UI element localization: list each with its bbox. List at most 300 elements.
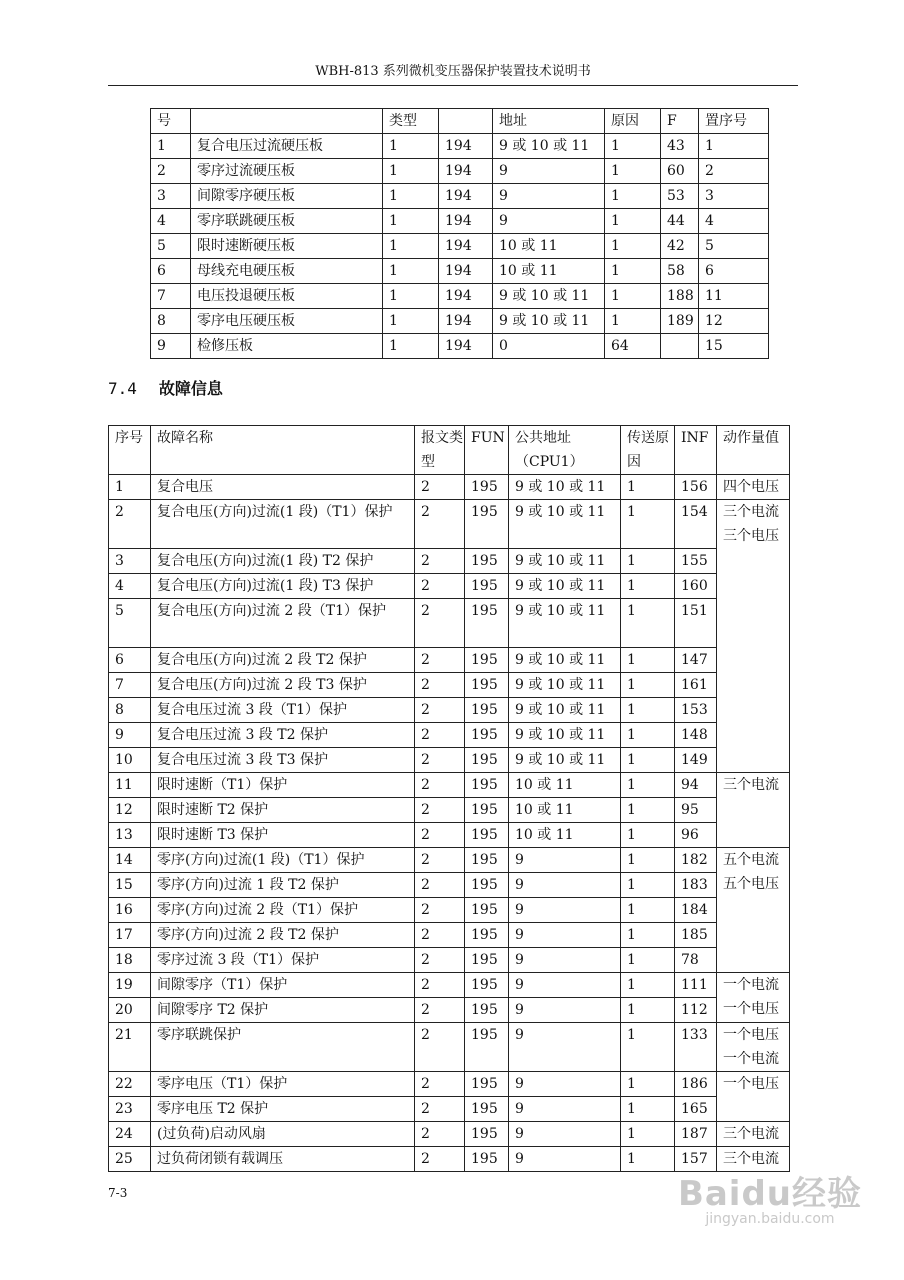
table-cell: 1 [151, 134, 191, 159]
table-cell: 9 或 10 或 11 [493, 284, 605, 309]
table-cell: 1 [383, 284, 439, 309]
table-header-cell: 报文类型 [415, 426, 465, 475]
table-cell: 148 [675, 723, 717, 748]
table-cell: 限时速断硬压板 [191, 234, 383, 259]
action-value-cell: 三个电流 [717, 773, 790, 848]
table-cell: 2 [415, 823, 465, 848]
table-cell: 194 [439, 209, 493, 234]
table-cell: 1 [621, 823, 675, 848]
table-cell: 160 [675, 574, 717, 599]
table-cell: 2 [415, 923, 465, 948]
table-cell: 184 [675, 898, 717, 923]
table-cell: 2 [415, 998, 465, 1023]
table-cell: 2 [415, 723, 465, 748]
table-cell: 2 [415, 475, 465, 500]
table-cell: 195 [465, 549, 509, 574]
table-cell: 8 [109, 698, 151, 723]
table-cell: 43 [661, 134, 699, 159]
page-number: 7-3 [108, 1186, 128, 1200]
fault-name-cell: 限时速断 T3 保护 [151, 823, 415, 848]
table-cell: 9 [109, 723, 151, 748]
table-cell: 7 [151, 284, 191, 309]
table-row [151, 184, 769, 209]
document-header: WBH-813 系列微机变压器保护装置技术说明书 [108, 60, 798, 86]
table-cell: 1 [109, 475, 151, 500]
table-cell: 96 [675, 823, 717, 848]
action-value-cell: 一个电流 一个电压 [717, 973, 790, 1023]
table-cell: 25 [109, 1147, 151, 1172]
table-header-cell: 置序号 [699, 109, 769, 134]
table-row [109, 1097, 790, 1122]
table-cell: 9 [493, 159, 605, 184]
table-cell: 194 [439, 259, 493, 284]
table-cell: 2 [415, 1147, 465, 1172]
table-cell: 183 [675, 873, 717, 898]
table-cell: 9 或 10 或 11 [509, 574, 621, 599]
table-header-cell: 序号 [109, 426, 151, 475]
table-header-cell [191, 109, 383, 134]
action-value-cell: 五个电流 五个电压 [717, 848, 790, 973]
fault-info-table [108, 425, 790, 1172]
table-cell: 1 [383, 334, 439, 359]
table-cell: 零序过流硬压板 [191, 159, 383, 184]
table-cell: 155 [675, 549, 717, 574]
table-cell: 187 [675, 1122, 717, 1147]
table-cell: 检修压板 [191, 334, 383, 359]
fault-name-cell: 零序电压（T1）保护 [151, 1072, 415, 1097]
table-header-cell: 类型 [383, 109, 439, 134]
table-cell: 2 [415, 500, 465, 549]
table-cell: 1 [621, 1023, 675, 1072]
table-row [109, 648, 790, 673]
table-cell: 1 [621, 798, 675, 823]
table-row [109, 673, 790, 698]
table-cell: 195 [465, 648, 509, 673]
table-cell: 44 [661, 209, 699, 234]
table-cell: 10 或 11 [493, 259, 605, 284]
table-row [109, 748, 790, 773]
table-cell: 195 [465, 698, 509, 723]
table-cell: 1 [605, 209, 661, 234]
table-cell: 11 [109, 773, 151, 798]
table-cell: 24 [109, 1122, 151, 1147]
table-row [151, 334, 769, 359]
table-header-cell: 故障名称 [151, 426, 415, 475]
section-number: 7.4 [108, 379, 137, 398]
table-cell: 42 [661, 234, 699, 259]
table-cell: 1 [621, 1147, 675, 1172]
section-title: 故障信息 [158, 379, 223, 398]
table-cell: 9 [151, 334, 191, 359]
table-cell: 17 [109, 923, 151, 948]
table-cell: 20 [109, 998, 151, 1023]
table-cell: 5 [109, 599, 151, 648]
table-cell: 60 [661, 159, 699, 184]
table-cell: 156 [675, 475, 717, 500]
table-row [151, 284, 769, 309]
table-cell: 195 [465, 948, 509, 973]
fault-name-cell: 零序(方向)过流 2 段（T1）保护 [151, 898, 415, 923]
table-cell: 1 [621, 500, 675, 549]
table-cell: 15 [699, 334, 769, 359]
table-cell: 2 [415, 748, 465, 773]
table-cell: 9 [493, 184, 605, 209]
table-cell: 2 [415, 948, 465, 973]
fault-name-cell: 复合电压(方向)过流(1 段)（T1）保护 [151, 500, 415, 549]
table-cell: 188 [661, 284, 699, 309]
action-value-cell: 三个电流 [717, 1122, 790, 1147]
table-cell: 95 [675, 798, 717, 823]
table-cell: 9 [509, 898, 621, 923]
table-cell: 复合电压过流硬压板 [191, 134, 383, 159]
table-cell: 194 [439, 159, 493, 184]
table-cell: 2 [415, 848, 465, 873]
table-cell: 1 [383, 234, 439, 259]
table-cell: 9 或 10 或 11 [493, 134, 605, 159]
table-cell: 9 [509, 1147, 621, 1172]
table-cell: 1 [383, 259, 439, 284]
table-row [151, 159, 769, 184]
table-cell: 64 [605, 334, 661, 359]
table-cell: 194 [439, 309, 493, 334]
table-cell: 1 [383, 134, 439, 159]
fault-name-cell: 限时速断 T2 保护 [151, 798, 415, 823]
table-row [109, 823, 790, 848]
table-cell: 1 [383, 209, 439, 234]
table-row [151, 259, 769, 284]
table-cell: 9 或 10 或 11 [509, 500, 621, 549]
fault-name-cell: 复合电压过流 3 段 T3 保护 [151, 748, 415, 773]
table-cell: 10 或 11 [509, 773, 621, 798]
section-heading [108, 376, 223, 399]
table-cell: 1 [605, 134, 661, 159]
table-cell: 2 [415, 873, 465, 898]
table-cell: 零序电压硬压板 [191, 309, 383, 334]
table-cell: 9 或 10 或 11 [509, 475, 621, 500]
table-cell: 195 [465, 1147, 509, 1172]
table-cell: 151 [675, 599, 717, 648]
table-row [109, 698, 790, 723]
fault-name-cell: 复合电压(方向)过流 2 段 T2 保护 [151, 648, 415, 673]
table-cell: 13 [109, 823, 151, 848]
table-cell: 2 [415, 549, 465, 574]
table-cell: 195 [465, 1023, 509, 1072]
table-cell: 10 或 11 [493, 234, 605, 259]
table-header-row [109, 426, 790, 475]
fault-name-cell: 零序联跳保护 [151, 1023, 415, 1072]
table-cell: 18 [109, 948, 151, 973]
fault-name-cell: 复合电压 [151, 475, 415, 500]
action-value-cell: 一个电压 [717, 1072, 790, 1122]
table-cell: 195 [465, 475, 509, 500]
table-cell: 189 [661, 309, 699, 334]
table-cell: 2 [415, 798, 465, 823]
table-cell: 1 [605, 159, 661, 184]
table-cell: 133 [675, 1023, 717, 1072]
table-cell: 5 [151, 234, 191, 259]
table-cell: 1 [621, 574, 675, 599]
table-cell: 1 [621, 973, 675, 998]
table-cell: 3 [151, 184, 191, 209]
fault-name-cell: 零序过流 3 段（T1）保护 [151, 948, 415, 973]
watermark [678, 1166, 862, 1227]
table-cell: 2 [415, 574, 465, 599]
table-cell: 2 [415, 973, 465, 998]
action-value-cell: 三个电流 三个电压 [717, 500, 790, 773]
table-row [109, 1122, 790, 1147]
table-cell: 1 [383, 309, 439, 334]
table-cell: 195 [465, 923, 509, 948]
table-cell: 1 [621, 873, 675, 898]
table-header-row [151, 109, 769, 134]
table-cell [661, 334, 699, 359]
table-cell: 195 [465, 848, 509, 873]
table-cell: 194 [439, 234, 493, 259]
table-cell: 195 [465, 873, 509, 898]
table-cell: 2 [415, 698, 465, 723]
table-header-cell [439, 109, 493, 134]
table-header-cell: 传送原因 [621, 426, 675, 475]
fault-name-cell: 复合电压过流 3 段（T1）保护 [151, 698, 415, 723]
table-row [109, 948, 790, 973]
table-cell: 6 [109, 648, 151, 673]
action-value-cell: 四个电压 [717, 475, 790, 500]
table-cell: 2 [415, 773, 465, 798]
table-cell: 195 [465, 1097, 509, 1122]
table-cell: 4 [109, 574, 151, 599]
table-cell: 153 [675, 698, 717, 723]
table-cell: 11 [699, 284, 769, 309]
table-cell: 9 [509, 1122, 621, 1147]
table-cell: 1 [621, 848, 675, 873]
table-cell: 1 [605, 184, 661, 209]
table-cell: 9 [509, 973, 621, 998]
table-cell: 2 [415, 1097, 465, 1122]
table-row [151, 134, 769, 159]
fault-name-cell: 零序(方向)过流(1 段)（T1）保护 [151, 848, 415, 873]
table-cell: 9 或 10 或 11 [509, 748, 621, 773]
table-cell: 195 [465, 973, 509, 998]
table-cell: 185 [675, 923, 717, 948]
table-cell: 94 [675, 773, 717, 798]
table-cell: 195 [465, 748, 509, 773]
table-cell: 1 [621, 698, 675, 723]
table-row [109, 475, 790, 500]
table-row [109, 599, 790, 648]
table-cell: 1 [699, 134, 769, 159]
table-cell: 195 [465, 599, 509, 648]
table-cell: 2 [415, 1122, 465, 1147]
table-cell: 78 [675, 948, 717, 973]
table-row [109, 898, 790, 923]
table-cell: 8 [151, 309, 191, 334]
table-cell: 1 [621, 998, 675, 1023]
table-cell: 19 [109, 973, 151, 998]
table-cell: 9 [509, 923, 621, 948]
table-cell: 195 [465, 998, 509, 1023]
table-cell: 2 [415, 599, 465, 648]
action-value-cell: 三个电流 [717, 1147, 790, 1172]
table-row [109, 973, 790, 998]
table-cell: 9 [493, 209, 605, 234]
table-row [109, 873, 790, 898]
table-cell: 1 [621, 648, 675, 673]
table-cell: 1 [621, 1097, 675, 1122]
table-cell: 1 [621, 748, 675, 773]
table-cell: 10 或 11 [509, 798, 621, 823]
table-cell: 1 [621, 723, 675, 748]
table-cell: 1 [621, 673, 675, 698]
table-cell: 母线充电硬压板 [191, 259, 383, 284]
table-cell: 195 [465, 673, 509, 698]
table-cell: 10 [109, 748, 151, 773]
table-cell: 147 [675, 648, 717, 673]
table-cell: 14 [109, 848, 151, 873]
table-cell: 12 [109, 798, 151, 823]
table-cell: 2 [415, 898, 465, 923]
table-cell: 6 [699, 259, 769, 284]
table-cell: 2 [415, 673, 465, 698]
table-cell: 194 [439, 134, 493, 159]
table-cell: 194 [439, 184, 493, 209]
table-cell: 1 [621, 1122, 675, 1147]
fault-name-cell: 复合电压(方向)过流(1 段) T2 保护 [151, 549, 415, 574]
table-cell: 9 [509, 948, 621, 973]
table-cell: 195 [465, 823, 509, 848]
table-row [109, 1023, 790, 1072]
table-header-cell: 动作量值 [717, 426, 790, 475]
table-cell: 9 或 10 或 11 [509, 698, 621, 723]
table-row [109, 798, 790, 823]
table-cell: 电压投退硬压板 [191, 284, 383, 309]
table-cell: 1 [621, 773, 675, 798]
table-cell: 6 [151, 259, 191, 284]
table-cell: 1 [621, 475, 675, 500]
fault-name-cell: 复合电压(方向)过流 2 段（T1）保护 [151, 599, 415, 648]
table-cell: 2 [415, 648, 465, 673]
fault-name-cell: 间隙零序（T1）保护 [151, 973, 415, 998]
table-cell: 154 [675, 500, 717, 549]
table-cell: 0 [493, 334, 605, 359]
fault-name-cell: 复合电压(方向)过流 2 段 T3 保护 [151, 673, 415, 698]
table-row [109, 574, 790, 599]
table-cell: 1 [621, 898, 675, 923]
table-cell: 零序联跳硬压板 [191, 209, 383, 234]
table-cell: 195 [465, 500, 509, 549]
table-cell: 16 [109, 898, 151, 923]
watermark-url: jingyan.baidu.com [705, 1211, 835, 1227]
table-row [151, 309, 769, 334]
table-cell: 9 [509, 1097, 621, 1122]
table-cell: 2 [415, 1023, 465, 1072]
table-cell: 1 [605, 284, 661, 309]
table-cell: 间隙零序硬压板 [191, 184, 383, 209]
table-cell: 9 [509, 1072, 621, 1097]
fault-name-cell: 零序(方向)过流 1 段 T2 保护 [151, 873, 415, 898]
fault-name-cell: 复合电压过流 3 段 T2 保护 [151, 723, 415, 748]
table-cell: 111 [675, 973, 717, 998]
table-cell: 12 [699, 309, 769, 334]
table-cell: 195 [465, 773, 509, 798]
table-cell: 194 [439, 334, 493, 359]
table-row [151, 234, 769, 259]
table-cell: 22 [109, 1072, 151, 1097]
table-cell: 195 [465, 898, 509, 923]
table-cell: 195 [465, 574, 509, 599]
table-cell: 9 或 10 或 11 [509, 549, 621, 574]
table-cell: 4 [151, 209, 191, 234]
table-cell: 53 [661, 184, 699, 209]
fault-name-cell: 零序电压 T2 保护 [151, 1097, 415, 1122]
table-row [109, 848, 790, 873]
table-cell: 1 [621, 549, 675, 574]
table-row [109, 773, 790, 798]
table-cell: 195 [465, 1122, 509, 1147]
table-header-cell: 公共地址（CPU1） [509, 426, 621, 475]
table-cell: 195 [465, 723, 509, 748]
table-cell: 1 [621, 1072, 675, 1097]
table-cell: 1 [605, 309, 661, 334]
table-cell: 9 或 10 或 11 [509, 648, 621, 673]
table-cell: 165 [675, 1097, 717, 1122]
table-cell: 7 [109, 673, 151, 698]
fault-name-cell: 零序(方向)过流 2 段 T2 保护 [151, 923, 415, 948]
table-cell: 182 [675, 848, 717, 873]
table-header-cell: INF [675, 426, 717, 475]
fault-name-cell: (过负荷)启动风扇 [151, 1122, 415, 1147]
table-row [109, 923, 790, 948]
table-cell: 4 [699, 209, 769, 234]
table-cell: 9 或 10 或 11 [509, 673, 621, 698]
table-cell: 1 [605, 234, 661, 259]
table-cell: 23 [109, 1097, 151, 1122]
table-cell: 2 [109, 500, 151, 549]
table-header-cell: 地址 [493, 109, 605, 134]
table-cell: 3 [699, 184, 769, 209]
table-cell: 1 [605, 259, 661, 284]
table-cell: 15 [109, 873, 151, 898]
table-cell: 21 [109, 1023, 151, 1072]
table-cell: 2 [151, 159, 191, 184]
table-cell: 2 [415, 1072, 465, 1097]
table-cell: 149 [675, 748, 717, 773]
table-row [151, 209, 769, 234]
table-cell: 9 [509, 1023, 621, 1072]
table-header-cell: F [661, 109, 699, 134]
table-row [109, 998, 790, 1023]
action-value-cell: 一个电压 一个电流 [717, 1023, 790, 1072]
table-cell: 1 [621, 923, 675, 948]
fault-name-cell: 过负荷闭锁有载调压 [151, 1147, 415, 1172]
table-cell: 58 [661, 259, 699, 284]
hard-plate-table [150, 108, 769, 359]
table-cell: 112 [675, 998, 717, 1023]
fault-name-cell: 间隙零序 T2 保护 [151, 998, 415, 1023]
table-cell: 9 或 10 或 11 [509, 723, 621, 748]
table-header-cell: 号 [151, 109, 191, 134]
fault-name-cell: 复合电压(方向)过流(1 段) T3 保护 [151, 574, 415, 599]
table-cell: 161 [675, 673, 717, 698]
table-cell: 5 [699, 234, 769, 259]
table-cell: 1 [383, 159, 439, 184]
table-cell: 157 [675, 1147, 717, 1172]
table-row [109, 549, 790, 574]
table-header-cell: 原因 [605, 109, 661, 134]
table-cell: 1 [383, 184, 439, 209]
table-cell: 2 [699, 159, 769, 184]
table-row [109, 723, 790, 748]
table-cell: 186 [675, 1072, 717, 1097]
